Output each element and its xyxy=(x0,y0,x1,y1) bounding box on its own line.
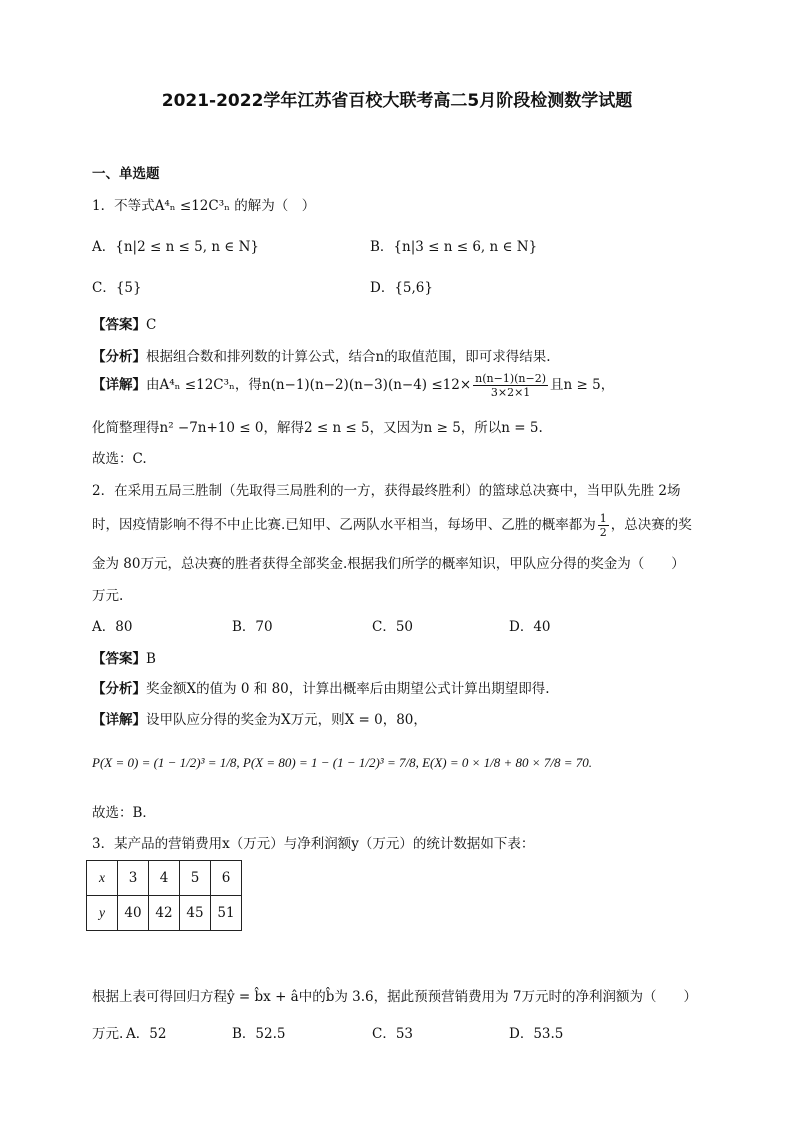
q2-probability-fraction xyxy=(598,512,609,539)
q1-option-a: A．{n|2 ≤ n ≤ 5, n ∈ N} xyxy=(92,239,259,255)
detail-tag: 【详解】 xyxy=(92,712,146,728)
q1-option-d: D．{5,6} xyxy=(370,280,433,296)
table-row xyxy=(87,861,242,896)
q3-data-table xyxy=(86,860,242,931)
q1-answer: C xyxy=(146,317,157,333)
q1-detail-fraction xyxy=(473,372,548,399)
q2-option-d: D．40 xyxy=(509,619,551,635)
q2-analysis-line xyxy=(92,677,550,697)
table-cell: 40 xyxy=(118,896,149,931)
q2-option-c: C．50 xyxy=(372,619,414,635)
q2-stem-line2 xyxy=(92,512,692,539)
q3-option-a: A．52 xyxy=(126,1026,167,1042)
table-row xyxy=(87,896,242,931)
table-row-label: x xyxy=(87,861,118,896)
q2-conclusion: 故选：B． xyxy=(92,805,156,821)
q1-detail-a: 由A⁴ₙ ≤12C³ₙ，得n(n−1)(n−2)(n−3)(n−4) ≤12× xyxy=(146,377,472,393)
q1-detail-line xyxy=(92,372,614,399)
table-cell: 4 xyxy=(149,861,180,896)
table-cell: 42 xyxy=(149,896,180,931)
q3-option-d: D．53.5 xyxy=(509,1026,564,1042)
section-heading: 一、单选题 xyxy=(92,166,160,182)
answer-tag: 【答案】 xyxy=(92,317,146,333)
q1-analysis-line xyxy=(92,345,551,365)
answer-tag: 【答案】 xyxy=(92,651,146,667)
table-cell: 3 xyxy=(118,861,149,896)
q2-formula: P(X = 0) = (1 − 1/2)³ = 1/8, P(X = 80) = 1 − (1 − 1/2)³ = 7/8, E(X) = 0 × 1/8 + 80 × 7/8 = 70. xyxy=(92,755,592,770)
q2-detail: 设甲队应分得的奖金为X万元，则X = 0，80， xyxy=(146,712,427,728)
table-row-label: y xyxy=(87,896,118,931)
q2-stem-line1: 2．在采用五局三胜制（先取得三局胜利的一方，获得最终胜利）的篮球总决赛中，当甲队先胜 2场 xyxy=(92,483,681,499)
q2-stem-line2-b: ，总决赛的奖 xyxy=(610,517,692,533)
q2-answer-line xyxy=(92,647,156,667)
fraction-denominator: 2 xyxy=(599,526,607,539)
analysis-tag: 【分析】 xyxy=(92,349,146,365)
q1-conclusion: 故选：C. xyxy=(92,451,147,467)
q1-answer-line xyxy=(92,313,156,333)
q2-stem-line4: 万元. xyxy=(92,588,124,604)
q3-after-line1: 根据上表可得回归方程ŷ = b̂x + â中的b̂为 3.6，据此预预营销费用为 7万元时的净利润额为（ ） xyxy=(92,989,698,1005)
q2-stem-line2-a: 时，因疫情影响不得不中止比赛.已知甲、乙两队水平相当，每场甲、乙胜的概率都为 xyxy=(92,517,596,533)
fraction-numerator: 1 xyxy=(599,512,607,525)
q2-answer: B xyxy=(146,651,156,667)
q1-analysis: 根据组合数和排列数的计算公式，结合n的取值范围，即可求得结果. xyxy=(146,349,551,365)
q1-option-c: C．{5} xyxy=(92,280,142,296)
q3-after-line2-prefix: 万元. xyxy=(92,1026,124,1042)
detail-tag: 【详解】 xyxy=(92,377,146,393)
q3-option-c: C．53 xyxy=(372,1026,414,1042)
q1-option-b: B．{n|3 ≤ n ≤ 6, n ∈ N} xyxy=(370,239,538,255)
table-cell: 51 xyxy=(211,896,242,931)
table-cell: 5 xyxy=(180,861,211,896)
q2-detail-line xyxy=(92,708,427,728)
q2-option-b: B．70 xyxy=(232,619,273,635)
q1-detail-line2: 化简整理得n² −7n+10 ≤ 0，解得2 ≤ n ≤ 5，又因为n ≥ 5，所以n = 5. xyxy=(92,420,543,436)
q1-stem: 1．不等式A⁴ₙ ≤12C³ₙ 的解为（ ） xyxy=(92,198,316,214)
exam-title: 2021-2022学年江苏省百校大联考高二5月阶段检测数学试题 xyxy=(161,91,633,111)
q2-stem-line3: 金为 80万元，总决赛的胜者获得全部奖金.根据我们所学的概率知识，甲队应分得的奖金为（ ） xyxy=(92,556,685,572)
analysis-tag: 【分析】 xyxy=(92,681,146,697)
q2-analysis: 奖金额X的值为 0 和 80，计算出概率后由期望公式计算出期望即得. xyxy=(146,681,550,697)
table-cell: 6 xyxy=(211,861,242,896)
q3-stem: 3．某产品的营销费用x（万元）与净利润额y（万元）的统计数据如下表： xyxy=(92,836,535,852)
q3-option-b: B．52.5 xyxy=(232,1026,286,1042)
q2-option-a: A．80 xyxy=(92,619,133,635)
fraction-numerator: n(n−1)(n−2) xyxy=(475,372,547,385)
q1-detail-b: 且n ≥ 5， xyxy=(550,377,615,393)
fraction-denominator: 3×2×1 xyxy=(490,386,531,399)
table-cell: 45 xyxy=(180,896,211,931)
